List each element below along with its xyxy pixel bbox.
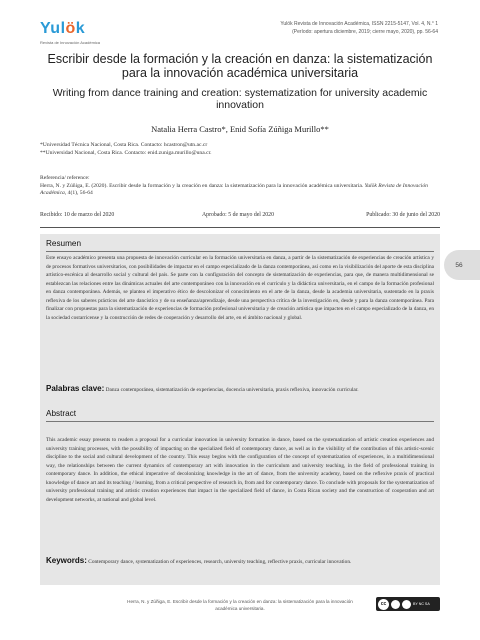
cc-icon: cc <box>378 599 389 610</box>
article-dates <box>40 212 440 222</box>
reference-block <box>40 175 440 198</box>
by-icon <box>391 600 400 609</box>
title-english: Writing from dance training and creation: systematization for university academic innovation <box>52 87 428 111</box>
license-label: BY NC SA <box>413 602 430 606</box>
cc-license-badge[interactable] <box>376 597 440 611</box>
footer-citation: Herra, N. y Zúñiga, E. Escribir desde la formación y la creación en danza: la sistematización para la innovación académica universitaria. <box>127 599 353 611</box>
reference-label: Referencia/ reference: <box>40 175 90 181</box>
logo-accent-letter: ö <box>65 20 76 37</box>
affiliation-2: **Universidad Nacional, Costa Rica. Contacto: enid.zuniga.murillo@una.cr. <box>40 150 212 156</box>
affiliation-1: *Universidad Técnica Nacional, Costa Rica. Contacto: hcastron@utn.ac.cr <box>40 142 208 148</box>
abstract-heading: Abstract <box>46 409 77 418</box>
reference-text: Herra, N. y Zúñiga, E. (2020). Escribir desde la formación y la creación en danza: la sistematización para la innovación académica universitaria. <box>40 182 364 189</box>
abstract-divider <box>46 421 434 422</box>
resumen-text: Este ensayo académico presenta una propuesta de innovación curricular en la formación universitaria en danza, a partir de la sistematización de experiencias de creación artística y de procesos formativos universitarios, con posibilidades de impactar en el campo especializado de la danza contemporánea, así como en la visibilización del aporte de esta disciplina artístico-escénica al desarrollo social y cultural del país. Se parte con la configuración del concepto de sistematización de experiencias, para que, de manera multidimensional se establezcan las relaciones entre las dinámicas actuales del arte contemporáneo con la innovación en el currículo y la didáctica universitaria, en el campo de la formación profesional en danza contemporánea. Además, se plantea el imperativo ético de descolonizar el conocimiento en el arte de la danza, desde la academia universitaria, sustentado en la praxis reflexiva de los saberes prácticos del arte dancístico y de su enseñanza/aprendizaje, desde una perspectiva crítica de la investigación en, desde y para la danza contemporánea. Para finalizar con propuestas para la sistematización de experiencias de formación profesional universitaria y de creación artística que impacten en el campo especializado de la danza, en la sociedad costarricense y la construcción de redes de cooperación y desarrollo del arte, en el ámbito nacional y global. <box>46 255 434 321</box>
abstract-text: This academic essay presents to readers a proposal for a curricular innovation in university formation in dance, based on the systematization of artistic creation experiences and university training processes, with the possibility of impacting on the specialized field of contemporary dance, as well as in the visibility of the contribution of this artistic-scenic discipline to the social and cultural development of the country. This essay begins with the configuration of the concept of systematization of experiences, in a multidimensional way, the relationships between the current dynamics of contemporary art with innovation in the curriculum and university teaching, in the field of professional training in contemporary dance. In addition, the ethical imperative of decolonizing knowledge in the art of dance, from the university academy, based on the reflexive praxis of practical knowledge of dance art and its teaching / learning, from a critical perspective of research in, from and for contemporary dance. To conclude with proposals for the systematization of university professional training and artistic creation experiences that impact in the specialized field of dance, in Costa Rican society and the construction of cooperation and art development networks, at national and global level. <box>46 437 434 503</box>
header-divider <box>40 227 440 228</box>
resumen-keywords <box>46 385 434 395</box>
journal-logo <box>40 20 112 50</box>
resumen-keywords-text: Danza contemporánea, sistematización de experiencias, docencia universitaria, praxis reflexiva, innovación curricular. <box>105 387 359 393</box>
page-number-tab <box>444 250 480 280</box>
nc-icon <box>402 600 411 609</box>
page-number: 56 <box>455 261 463 269</box>
resumen-divider <box>46 251 434 252</box>
title-spanish: Escribir desde la formación y la creación en danza: la sistematización para la innovación académica universitaria <box>47 52 433 80</box>
logo-tagline: Revista de Innovación Académica <box>40 40 101 45</box>
journal-issn-line: Yulök Revista de Innovación Académica, ISSN 2215-5147, Vol. 4, N.° 1 <box>280 21 438 27</box>
abstract-keywords <box>46 557 434 567</box>
date-received: Recibido: 10 de marzo del 2020 <box>40 212 115 218</box>
reference-volume: , 4(1), 56-64 <box>64 190 93 197</box>
logo-wordmark: Yulök <box>40 20 86 37</box>
resumen-keywords-label: Palabras clave: <box>46 384 105 393</box>
reference-journal: Yulök Revista de Innovación Académica <box>40 182 428 197</box>
abstract-keywords-label: Keywords: <box>46 556 87 565</box>
abstract-box <box>40 234 440 585</box>
date-published: Publicado: 30 de junio del 2020 <box>366 212 440 218</box>
affiliations <box>40 141 440 157</box>
abstract-keywords-text: Contemporary dance, systematization of experiences, research, university teaching, reflective praxis, curricular innovation. <box>88 559 352 565</box>
authors: Natalia Herra Castro*, Enid Sofía Zúñiga Murillo** <box>151 124 329 134</box>
journal-period-line: (Período: apertura diciembre, 2019; cierre mayo, 2020), pp. 56-64 <box>292 28 438 35</box>
resumen-heading: Resumen <box>46 239 82 248</box>
date-approved: Aprobado: 5 de mayo del 2020 <box>202 212 274 218</box>
journal-info <box>178 21 438 36</box>
